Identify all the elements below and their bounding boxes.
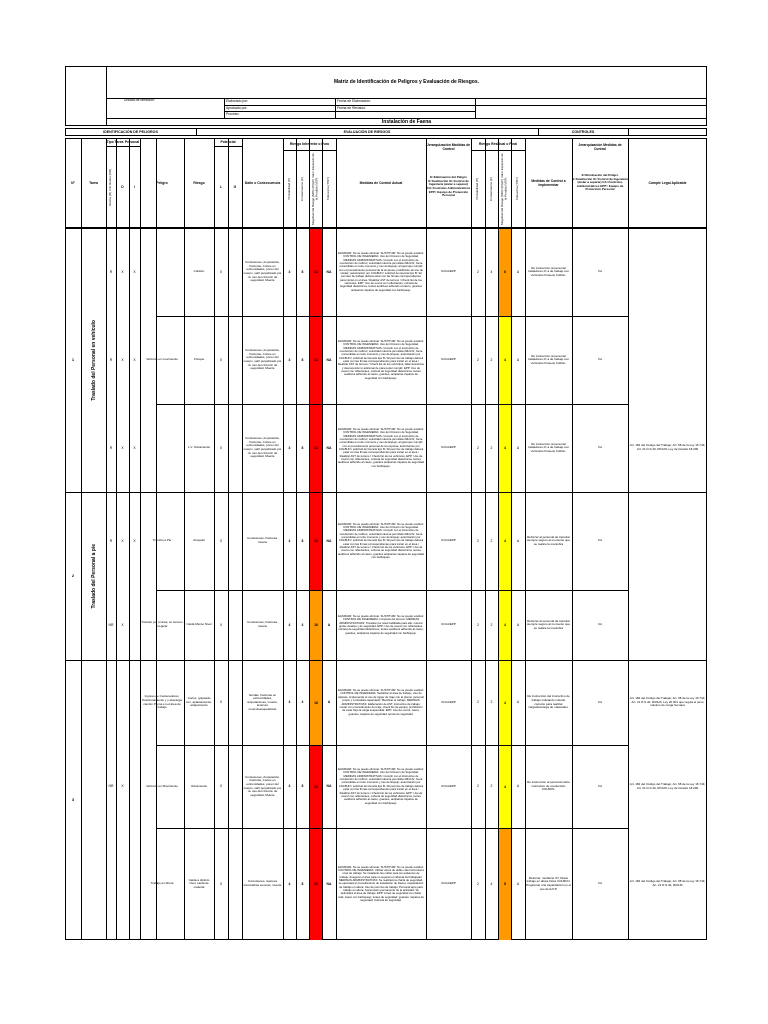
medidas-value: ELIMINAR: No se puede eliminar. SUSTITUIR: No se puede sustituir. CONTROL DE INGENIERIA: Uso del Cinturon de Seguridad. MEDIDAS ADMINISTRATIVAS: Cumplir con el instructivo de conducción de Colbun; velocidad máxima permitida 20km/hr; fuera encendidas en todo momento y uso de Espejo; autorización por COLBUN / solicitud de licencia tipo B / El permiso de trabajo deberá estar con las firmas correspondientes para iniciar en el área / Realizar AST de terreno / Check list de los vehículos. EPP: Uso de overol con reflectantes, cubreta de seguridad dieléctricos, lentes auditivos adherido al casco, guantes, antiparras zapatos de seguridad con barbiquejo.: [338, 767, 424, 805]
col-peligro: Peligro: [156, 180, 168, 185]
d-value: X: [121, 538, 124, 543]
medidas-value: ELIMINAR: No se puede eliminar. SUSTITUIR: No se puede sustituir. CONTROL DE INGENIERIA: Uso del Cinturon de Seguridad. MEDIDAS ADMINISTRATIVAS: Cumplir con el instructivo de conducción de Colbun; velocidad máxima permitida 20km/hr; fuera encendidas en todo momento y uso de Espejo; autorización por COLBUN / solicitud de licencia tipo B / El permiso de trabajo deberá estar con las firmas correspondientes para iniciar en el área / Realizar AST de terreno / Check list de los vehículos. EPP: Uso de overol con reflectantes, cubreta de seguridad dieléctricos, lentes auditivos adherido al casco, guantes antiparras zapatos de seguridad con barbiquejo.: [338, 521, 424, 560]
i-value: X: [133, 538, 136, 543]
prob2-value: 2: [477, 269, 479, 274]
jerarquizacion-value: IC/CA/EPP: [441, 783, 456, 788]
section-controles: CONTROLES: [571, 130, 595, 134]
rutina-value: R: [109, 357, 113, 362]
magnitud2-value: 4: [499, 317, 511, 404]
cons-value: 8: [301, 445, 304, 450]
riesgo-value: Volcamiento: [190, 783, 208, 788]
prob-value: 4: [288, 269, 291, 274]
prob2-value: 2: [477, 622, 479, 627]
cons-value: 8: [301, 784, 304, 789]
dano-value: heridas, fracturas en extremidades, amputaciones, muerte, lesiones musculoesqueléticas: [247, 692, 278, 711]
jer2-value: CA: [597, 783, 603, 788]
tolerancia-value: A: [327, 700, 331, 705]
col-medidas-impl: Medidas de Control a Implementar: [531, 178, 566, 187]
riesgo-value: Caída a distinto nivel, caída de material: [188, 877, 210, 889]
col-tipo-tarea: Tipo Tarea: [106, 139, 124, 144]
peligro-value: [140, 404, 184, 492]
dano-value: Contusiones, Amputación, fracturas, Cortes en extremidades, poner del cuerpo, salir perjudicado por no uso del cinturón de seguridad, Muerte: [243, 436, 282, 459]
prob-value: 4: [288, 445, 291, 450]
medidas-impl-value: Reforzar al personal de transitar siempre seguro al momento que se realice la maniobra: [526, 534, 571, 546]
legal-value: [628, 316, 707, 404]
col-tol2-cell: [511, 151, 525, 227]
magnitud2-value: 4: [499, 661, 511, 745]
col-riesgo-residual: Riesgo Residual o Final: [478, 142, 518, 147]
peligro-value: [140, 228, 184, 316]
cons2-value: 2: [490, 538, 493, 543]
proceso-label: Proceso:: [226, 112, 240, 116]
peligro-value: Trabajo en Altura: [150, 881, 174, 886]
col-riesgo: Riesgo: [193, 180, 205, 185]
medidas-impl-value: Re instrucción al personal trasladores IC a de trabajo con vehículos bruseus Colbún.: [527, 353, 570, 365]
tolerancia-value: NA: [326, 538, 332, 543]
g-value: [228, 228, 242, 316]
tol2-value: A: [516, 269, 520, 274]
riesgo-value: Caída Mismo Nivel: [186, 622, 212, 627]
magnitud2-value: 8: [499, 829, 511, 940]
tol2-value: A: [516, 445, 520, 450]
medidas-value: ELIMINAR: No se puede eliminar. SUSTITUIR: No se puede sustituir. CONTROL DE INGENIERIA: Utilizar arnés de doble cola horizontal a nivel de trabajo; Se instalarán las cuñas para los andamios de trabajo; Asegurar el área para no superar el cabezal del trabajador. MEDIDAS ADMINISTRATIVAS: Se realizará la charla de seguridad; se ejecutará el procedimiento de instalación de Faena; Capacitación de trabajo en altura; Uso de permiso de trabajo; Personal apto para trabajo en altura; Supervisión permanente de la actividad; Se delimitará el área de trabajo. EPP: Arnés de seguridad con doble cola; casco con barbiquejo; lentes de seguridad; guantes; zapatos de seguridad; Cubreta de seguridad.: [338, 864, 424, 903]
dano-value: Contusiones, Amputación, fracturas, Cortes en extremidades, poner del cuerpo, salir perjudicado por no uso del cinturón de seguridad, Muerte: [243, 260, 282, 283]
col-jerarquizacion: Jerarquización Medidas de Control: [426, 142, 471, 151]
magnitud-value: 32: [310, 493, 322, 590]
divider: [224, 98, 225, 118]
col-l: L: [219, 184, 223, 189]
magnitud2-value: 4: [499, 493, 511, 590]
d-value: X: [121, 784, 124, 789]
peligro-value: Tránsito por el área, en terreno irregular: [141, 620, 183, 628]
riesgo-value: L.V. Volcamiento: [187, 445, 211, 450]
jerarquizacion-value: IC/CA/EPP: [441, 538, 456, 543]
rutina-value: NR: [108, 784, 114, 789]
l-value: X: [219, 445, 223, 450]
group-tarea-cell: [81, 228, 106, 492]
group-number: 2: [71, 572, 75, 578]
col-g: G: [233, 184, 237, 189]
rutina-value: R: [109, 269, 113, 274]
jer2-value: CA: [597, 699, 603, 704]
l-value: X: [219, 700, 223, 705]
col-magnitud: Magnitud del Riesgo (MR)=(P)x(C) Valor Esperado de la Perdida (VEP): [311, 153, 319, 225]
jerarquizacion-value: IC/CA/EPP: [441, 622, 456, 627]
col-cumple: Cumple Legal Aplicable: [648, 180, 687, 185]
rutina-value: R: [109, 445, 113, 450]
prob-value: 4: [288, 357, 291, 362]
group-tarea: Traslado del Personal en vehículo: [90, 319, 97, 401]
medidas-impl-value: Re instrucción al personal sobre instructivo de conducción COLBUN.: [527, 780, 570, 792]
col-tol2: Tolerancia (T/NT): [515, 177, 520, 201]
section-identificacion: IDENTIFICACIÓN DE PELIGROS: [103, 130, 158, 134]
cons2-value: 2: [490, 357, 493, 362]
tolerancia-value: NA: [326, 445, 332, 450]
magnitud-value: 32: [310, 229, 322, 316]
legal-value: [628, 590, 707, 660]
cons2-value: 2: [490, 784, 493, 789]
cons-value: 8: [301, 538, 304, 543]
jer2-value: CA: [597, 269, 603, 274]
d-value: X: [121, 269, 124, 274]
l-value: X: [219, 622, 223, 627]
col-personal: Personal: [124, 139, 140, 144]
group-tarea: Traslado del Personal a pie: [90, 543, 97, 609]
magnitud2-value: 4: [499, 746, 511, 828]
col-n: N°: [71, 180, 75, 185]
i-value: [129, 590, 140, 660]
col-tolerancia-cell: [322, 151, 336, 227]
peligro-value: Tránsito a Pie: [152, 538, 172, 543]
prob-value: 4: [288, 538, 291, 543]
col-cons-cell: [296, 151, 309, 227]
col-prob: Probabilidad (P): [286, 178, 291, 200]
tolerancia-value: NA: [326, 269, 332, 274]
jerarquizacion-value: IC/CA/EPP: [441, 269, 456, 274]
peligro-value: Vehículo en movimiento: [146, 357, 178, 362]
cons-value: 8: [301, 269, 304, 274]
cons2-value: 4: [490, 881, 493, 886]
prob-value: 4: [288, 784, 291, 789]
fecha-elaboracion-label: Fecha de Elaboración:: [337, 99, 371, 103]
dano-value: Contusiones, Amputación, fracturas, Cortes en extremidades, poner del cuerpo, salir perjudicado por no uso del cinturón de seguridad, Muerte: [243, 348, 282, 371]
legal-value: [628, 228, 707, 316]
i-value: X: [133, 269, 136, 274]
medidas-impl-value: Reforzar al personal de transitar siempre seguro al momento que se realice la maniobra: [526, 618, 571, 630]
tol2-value: A: [516, 357, 520, 362]
col-magnitud2: Magnitud del Riesgo (MR)=(P)x(C) Valor Esperado de la Perdida (VEP): [500, 153, 508, 225]
medidas-impl-value: Re instrucción al personal trasladores IC a de trabajo con vehículos bruseus Colbún.: [527, 265, 570, 277]
prob2-value: 2: [477, 700, 479, 705]
magnitud-value: 32: [310, 317, 322, 404]
i-value: X: [133, 445, 136, 450]
l-value: X: [219, 538, 223, 543]
peligro-value: Ingreso de Contenedores, Posicionamiento y y descarga camión Pluma en el área de trabajo: [142, 694, 182, 710]
l-value: X: [219, 784, 223, 789]
riesgo-value: Colisión: [193, 269, 205, 274]
jerarquizacion-value: CI/CA/EPP: [441, 881, 456, 886]
medidas-value: ELIMINAR: No se puede eliminar. SUSTITUIR: No se puede sustituir. CONTROL DE INGENIERIA: Señalizar al área de trabajo, Uso de tarjetas, implementar el uso de rigger de izaje con la pluma; personal propio y contratista capacitado; Planificar el trabajo. MEDIDAS ADMINISTRATIVAS: Elaboración de AST, instructivo de trabajo; contar con procedimiento de izaje, check list de equipo; prohibición de estar bajo la carga suspendida. EPP: Uso de overol, casco, guantes, zapatos de seguridad, lentes de seguridad.: [338, 688, 424, 716]
section-evaluacion: EVALUACIÓN DE RIESGOS: [343, 130, 391, 134]
cons2-value: 2: [490, 622, 493, 627]
elaborado-label: Elaborado por:: [226, 99, 249, 103]
prob-value: 4: [288, 700, 291, 705]
col-prob-cell: [283, 151, 296, 227]
group-tarea-cell: [81, 660, 106, 940]
i-value: [129, 828, 140, 940]
i-value: [129, 745, 140, 828]
subtitle: Instalación de Faena: [381, 119, 432, 125]
d-value: [116, 828, 129, 940]
tol2-value: A: [516, 700, 520, 705]
l-value: X: [219, 357, 223, 362]
prob-value: 4: [288, 622, 291, 627]
tolerancia-value: A: [327, 622, 331, 627]
g-value: [228, 404, 242, 492]
tolerancia-value: NA: [326, 881, 332, 886]
divider: [628, 128, 629, 136]
medidas-value: ELIMINAR: No se puede eliminar. SUSTITUIR: No se puede sustituir. CONTROL DE INGENIERIA: Uso del Cinturon de Seguridad. MEDIDAS ADMINISTRATIVAS: Cumplir con el instructivo de conducción de Colbun; velocidad máxima permitida 20km/hr; fuera encendidas en todo momento y uso de Espejo; autorización por COLBUN / solicitud de licencia tipo B / El permiso de trabajo deberá estar con las firmas correspondientes para iniciar en el área / Realizar AST de terreno / Check list de los vehículos; faltar deméritos y desconexión lo adicional de para poder cumplir. EPP: Uso de overol con reflectantes, cubreta de seguridad dieléctricos, lentes auditivos adherido al casco, guantes, antiparras zapatos de seguridad con barbiquejo.: [338, 338, 424, 380]
col-prob2: Probabilidad (P): [475, 178, 480, 200]
magnitud-value: 32: [310, 405, 322, 492]
aprobado-label: Aprobado por:: [226, 106, 248, 110]
group-tarea-cell: [81, 492, 106, 660]
tol2-value: A: [516, 622, 520, 627]
jer2-value: CA: [597, 622, 603, 627]
dano-value: Contusiones, Amputación, fracturas, Cortes en extremidades, poner del cuerpo, salir perjudicado por no uso del cinturón de seguridad, Muerte: [243, 774, 282, 797]
g-value: [228, 745, 242, 828]
prob2-value: 2: [477, 784, 479, 789]
prob2-value: 2: [477, 881, 479, 886]
i-value: X: [133, 357, 136, 362]
col-rutina-cell: [106, 147, 116, 227]
rutina-value: R: [109, 538, 113, 543]
col-jer2-detail: E=Eliminación del Peligro S=Sustitución IC=Control de Ingeniería (aislar a separar) CA=Controles Administrativos EPP= Equipo de Protección Personal: [572, 173, 628, 192]
col-d: D: [121, 184, 124, 189]
col-i: I: [134, 184, 135, 189]
medidas-impl-value: Re instrucción del instructivo de trabajo indicando método correcto para realizar carga/descarga de materiales.: [527, 694, 570, 710]
cons-value: 4: [301, 622, 304, 627]
rutina-value: [106, 660, 116, 745]
rutina-value: [106, 828, 116, 940]
jer2-value: CA: [597, 445, 603, 450]
jer2-value: CA: [597, 538, 603, 543]
magnitud2-value: 4: [499, 405, 511, 492]
riesgo-value: Atropello: [193, 538, 205, 543]
d-value: X: [121, 445, 124, 450]
l-value: X: [219, 269, 223, 274]
cons2-value: 2: [490, 700, 493, 705]
medidas-value: ELIMINAR: No se puede eliminar. SUSTITUIR: No se puede sustituir. CONTROL DE INGENIERIA: Uso del Cinturon de Seguridad. MEDIDAS ADMINISTRATIVAS: Cumplir con el instructivo de conducción de Colbun; velocidad máxima permitida 20km/hr; fuera encendidas en todo momento y uso de Espejo; al igual que cumplir con el procedimiento personal de la empresa; prohibición de uso de celular; autorización por COLBUN / solicitud de licencia tipo B / El permiso de trabajo deberá estar con las firmas correspondientes para iniciar en el área / Realizar AST de terreno / Check list de los vehículos. EPP: Uso de overol con reflectantes, cubreta de seguridad dieléctricos, lentes auditivos adherido al casco, guantes antiparras zapatos de seguridad con barbiquejo.: [338, 250, 424, 292]
magnitud-value: 16: [310, 591, 322, 660]
col-tolerancia: Tolerancia (T/NT): [326, 177, 331, 201]
cons-value: 8: [301, 357, 304, 362]
unit-label: Unidad de Medición:: [124, 98, 155, 102]
cons2-value: 4: [490, 269, 493, 274]
divider: [224, 111, 475, 112]
matrix-title: Matriz de Identificación de Peligros y Evaluación de Riesgos.: [333, 79, 480, 85]
col-jer2: Jerarquización Medidas de Control: [578, 142, 622, 151]
riesgo-value: Choque: [193, 357, 205, 362]
magnitud2-value: 4: [499, 591, 511, 660]
magnitud-value: 32: [310, 829, 322, 940]
jer2-value: CA: [597, 881, 603, 886]
col-jer-detail: E=Eliminación del Peligro S=Sustitución IC=Control de Ingeniería (aislar a separar) CA=Controles Administrativos EPP= Equipo de Protección Personal: [426, 175, 471, 198]
tol2-value: A: [516, 538, 520, 543]
col-cons: Consecuencia (C): [299, 176, 304, 201]
medidas-impl-value: Re instrucción al personal trasladores IC a de trabajo con vehículos bruseus Colbún.: [527, 441, 570, 453]
cons-value: 8: [301, 881, 304, 886]
medidas-value: ELIMINAR: No se puede eliminar. SUSTITUIR: No se puede sustituir. CONTROL DE INGENIERIA: Limpieza del terreno. MEDIDAS ADMINISTRATIVAS: Transitar por área habilitada para ello; colocar guías visuales y de seguridad. EPP: Uso de overol con reflectantes, cubreta de seguridad dieléctricos, lentes auditivos adherido al casco, guantes, antiparras zapatos de seguridad con barbiquejo.: [338, 613, 424, 635]
tol2-value: A: [516, 784, 520, 789]
col-riesgo-inherente: Riesgo Inherente o Puro: [289, 142, 330, 147]
dano-value: Contusiones, lesiones traumáticas severas, muerte: [243, 879, 282, 887]
col-cons2: Consecuencia (C): [488, 176, 493, 201]
g-value: [228, 590, 242, 660]
legal-value: Art. 184 del Código del Trabajo; Art. 68 de la Ley 16.744; Art. 21 D.S.40, RIOHS; Ley de tránsito 18.290: [629, 443, 706, 451]
jerarquizacion-value: CI/CA/EPP: [441, 699, 456, 704]
g-value: [228, 492, 242, 590]
tolerancia-value: NA: [326, 784, 332, 789]
jerarquizacion-value: IC/CA/EPP: [441, 445, 456, 450]
prob2-value: 2: [477, 445, 479, 450]
col-magnitud2-cell: [498, 151, 511, 227]
jer2-value: CA: [597, 357, 603, 362]
group-number: 1: [71, 356, 75, 362]
tolerancia-value: NA: [326, 357, 332, 362]
rutina-value: NR: [108, 622, 114, 627]
divider: [106, 98, 707, 99]
divider: [335, 98, 336, 118]
prob-value: 4: [288, 881, 291, 886]
prob2-value: 2: [477, 538, 479, 543]
legal-value: Art. 184 del Código del Trabajo; Art. 68 de la Ley 16.744; Art. 21 D.S.40, RIOHS: [629, 879, 706, 887]
medidas-impl-value: Reforzar, mediante ST, Diario trabajo en altura física COLBUN. Programar una capacitación en el uso de E.P.P.: [526, 875, 571, 891]
magnitud-value: 16: [310, 661, 322, 745]
riesgo-value: Cortes, golpeado con, aplastamiento, atrapamiento: [185, 696, 212, 708]
tol2-value: A: [516, 881, 520, 886]
cons-value: 4: [301, 700, 304, 705]
dano-value: Contusiones, fracturas, muerte: [247, 536, 278, 544]
col-prob2-cell: [471, 151, 485, 227]
prob2-value: 2: [477, 357, 479, 362]
g-value: [228, 828, 242, 940]
d-value: X: [121, 622, 124, 627]
g-value: [228, 316, 242, 404]
legal-value: [628, 492, 707, 590]
medidas-value: ELIMINAR: No se puede eliminar. SUSTITUIR: No se puede sustituir. CONTROL DE INGENIERIA: Uso del Cinturon de Seguridad. MEDIDAS ADMINISTRATIVAS: Cumplir con el instructivo de conducción de Colbun; velocidad máxima permitida 20km/hr; fuera encendidas en todo momento y uso de Espejo; al igual que cumplir con el procedimiento personal de la empresa; autorización por COLBUN / solicitud de licencia tipo B / El permiso de trabajo deberá estar con las firmas correspondientes para iniciar en el área / Realizar AST de terreno / Check list de los vehículos. EPP: Uso de overol con reflectantes, cubreta de seguridad dieléctricos, lentes auditivos adherido al casco, guantes antiparras zapatos de seguridad con barbiquejo.: [338, 426, 424, 468]
col-magnitud-cell: [309, 151, 322, 227]
col-rutina: Rutina (R) / No Rutina (NR): [108, 168, 113, 206]
legal-value: Art. 184 del Código del Trabajo; Art. 68 de la Ley 16.744; Art. 21 D.S.40, RIOHS; Ley 20.001 que regula el peso máximo de carga humana: [629, 696, 706, 708]
g-value: [228, 660, 242, 745]
group-number: 3: [71, 796, 75, 802]
col-potencial: Potencial: [220, 139, 236, 144]
magnitud2-value: 8: [499, 229, 511, 316]
col-medidas: Medidas de Control Actual: [359, 180, 403, 185]
dano-value: Contusiones, fracturas, muerte: [247, 620, 278, 628]
d-value: [116, 660, 129, 745]
cons2-value: 2: [490, 445, 493, 450]
peligro-value: Vehículo en Movimiento: [146, 783, 178, 788]
col-cons2-cell: [485, 151, 498, 227]
magnitud-value: 32: [310, 746, 322, 828]
fecha-revision-label: Fecha de Revisión:: [337, 106, 367, 110]
col-tarea: Tarea: [89, 180, 98, 185]
jerarquizacion-value: IC/CA/EPP: [441, 357, 456, 362]
divider: [475, 98, 476, 118]
divider: [224, 105, 707, 106]
l-value: X: [219, 881, 223, 886]
col-dano: Daño o Consecuencia: [244, 180, 281, 185]
i-value: [129, 660, 140, 745]
d-value: X: [121, 357, 124, 362]
legal-value: Art. 184 del Código del Trabajo; Art. 68 de la Ley 16.744; Art. 21 D.S.40, RIOHS; Ley de tránsito 18.290: [629, 781, 706, 790]
